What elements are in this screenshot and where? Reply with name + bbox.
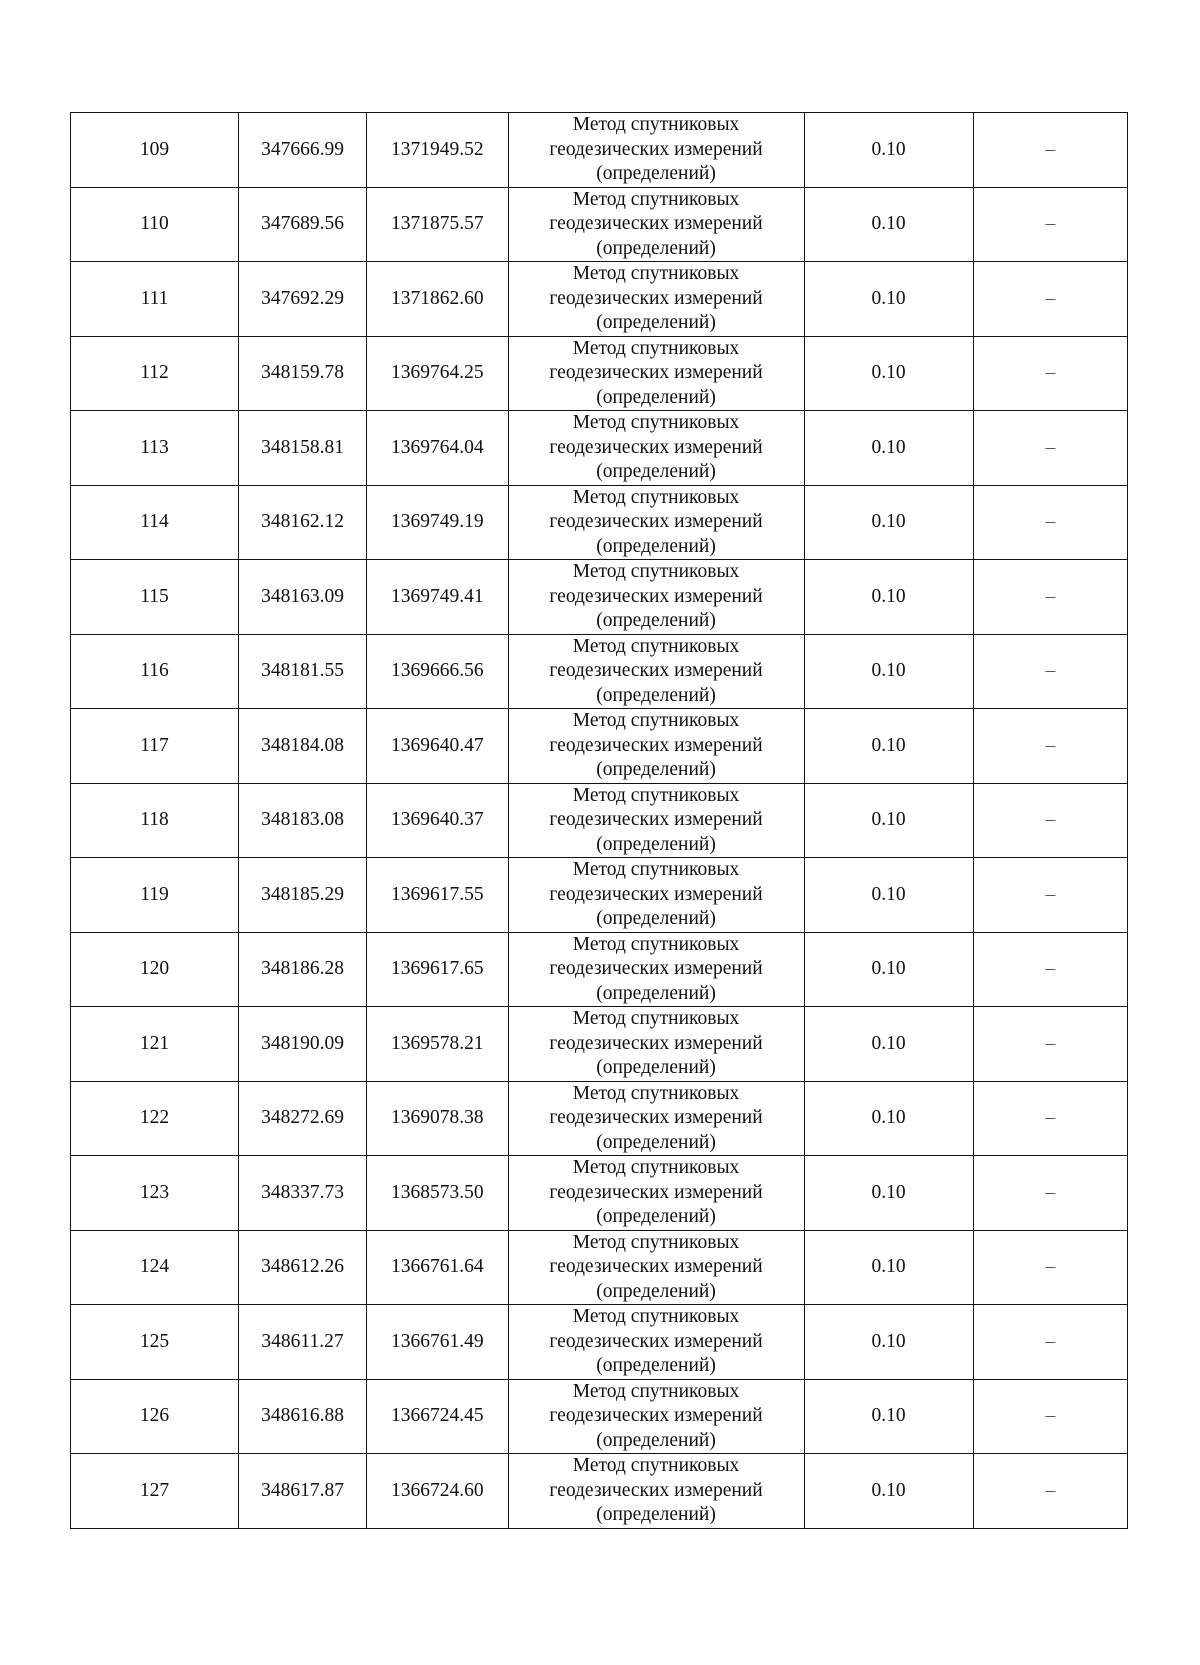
note-cell: –	[973, 1454, 1127, 1529]
y-coordinate-cell: 1371949.52	[366, 113, 508, 188]
point-number-cell: 113	[71, 411, 239, 486]
method-text-line: (определений)	[596, 237, 716, 259]
method-cell	[508, 709, 804, 784]
accuracy-cell: 0.10	[804, 1454, 973, 1529]
method-text-line: (определений)	[596, 163, 716, 184]
method-text-line: (определений)	[596, 461, 716, 482]
y-coordinate-cell: 1369764.25	[366, 336, 508, 411]
accuracy-cell: 0.10	[804, 113, 973, 188]
y-coordinate-cell: 1369640.37	[366, 783, 508, 858]
x-coordinate-cell: 348272.69	[239, 1081, 367, 1156]
point-number-cell: 119	[71, 858, 239, 933]
note-cell: –	[973, 485, 1127, 560]
method-cell	[508, 1305, 804, 1380]
table-row	[71, 336, 1128, 411]
method-text-line: геодезических измерений	[549, 1107, 763, 1128]
y-coordinate-cell: 1366724.60	[366, 1454, 508, 1529]
method-cell	[508, 1081, 804, 1156]
point-number-cell: 126	[71, 1379, 239, 1454]
x-coordinate-cell: 348159.78	[239, 336, 367, 411]
method-text-line: (определений)	[596, 1429, 716, 1451]
method-text-line: Метод спутниковых	[572, 710, 740, 731]
table-row	[71, 187, 1128, 262]
method-text-line: (определений)	[596, 1131, 716, 1153]
x-coordinate-cell: 348186.28	[239, 932, 367, 1007]
method-cell	[508, 932, 804, 1007]
method-text-line: Метод спутниковых	[572, 1157, 740, 1178]
method-text-line: Метод спутниковых	[572, 859, 740, 880]
note-cell: –	[973, 1156, 1127, 1231]
y-coordinate-cell: 1369666.56	[366, 634, 508, 709]
x-coordinate-cell: 347692.29	[239, 262, 367, 337]
method-text-line: геодезических измерений	[549, 138, 763, 160]
accuracy-cell: 0.10	[804, 709, 973, 784]
table-row	[71, 1379, 1128, 1454]
accuracy-cell: 0.10	[804, 634, 973, 709]
method-text-line: Метод спутниковых	[572, 337, 740, 359]
method-text-line: геодезических измерений	[549, 436, 763, 458]
method-text-line: (определений)	[596, 610, 716, 631]
x-coordinate-cell: 348158.81	[239, 411, 367, 486]
method-text-line: Метод спутниковых	[572, 1231, 740, 1253]
y-coordinate-cell: 1369578.21	[366, 1007, 508, 1082]
note-cell: –	[973, 1305, 1127, 1380]
x-coordinate-cell: 348162.12	[239, 485, 367, 560]
accuracy-cell: 0.10	[804, 783, 973, 858]
method-text-line: (определений)	[596, 386, 716, 408]
note-cell: –	[973, 336, 1127, 411]
method-cell	[508, 411, 804, 486]
method-text-line: Метод спутниковых	[572, 635, 740, 657]
x-coordinate-cell: 348163.09	[239, 560, 367, 635]
accuracy-cell: 0.10	[804, 932, 973, 1007]
method-text-line: (определений)	[596, 982, 716, 1004]
table-row	[71, 560, 1128, 635]
method-cell	[508, 1379, 804, 1454]
table-row	[71, 1230, 1128, 1305]
point-number-cell: 117	[71, 709, 239, 784]
method-text-line: (определений)	[596, 833, 716, 855]
method-text-line: Метод спутниковых	[572, 1380, 740, 1402]
method-text-line: геодезических измерений	[549, 213, 763, 234]
x-coordinate-cell: 348185.29	[239, 858, 367, 933]
method-text-line: геодезических измерений	[549, 1181, 763, 1203]
note-cell: –	[973, 1379, 1127, 1454]
table-row	[71, 411, 1128, 486]
method-text-line: (определений)	[596, 908, 716, 929]
method-cell	[508, 634, 804, 709]
method-text-line: Метод спутниковых	[572, 1306, 740, 1327]
table-row	[71, 932, 1128, 1007]
method-cell	[508, 113, 804, 188]
point-number-cell: 118	[71, 783, 239, 858]
method-text-line: (определений)	[596, 312, 716, 333]
method-text-line: (определений)	[596, 1280, 716, 1302]
note-cell: –	[973, 411, 1127, 486]
method-text-line: Метод спутниковых	[572, 1455, 740, 1476]
method-cell	[508, 560, 804, 635]
x-coordinate-cell: 348190.09	[239, 1007, 367, 1082]
method-text-line: (определений)	[596, 1206, 716, 1227]
x-coordinate-cell: 348612.26	[239, 1230, 367, 1305]
method-text-line: Метод спутниковых	[572, 188, 740, 210]
method-text-line: геодезических измерений	[549, 287, 763, 309]
method-text-line: Метод спутниковых	[572, 561, 740, 582]
accuracy-cell: 0.10	[804, 187, 973, 262]
method-cell	[508, 187, 804, 262]
table-row	[71, 858, 1128, 933]
y-coordinate-cell: 1369749.19	[366, 485, 508, 560]
point-number-cell: 123	[71, 1156, 239, 1231]
coordinates-table	[70, 112, 1128, 1529]
table-row	[71, 783, 1128, 858]
point-number-cell: 115	[71, 560, 239, 635]
method-text-line: геодезических измерений	[549, 1032, 763, 1054]
y-coordinate-cell: 1371875.57	[366, 187, 508, 262]
method-cell	[508, 1230, 804, 1305]
accuracy-cell: 0.10	[804, 411, 973, 486]
method-text-line: (определений)	[596, 684, 716, 706]
method-text-line: Метод спутниковых	[572, 1008, 740, 1029]
point-number-cell: 116	[71, 634, 239, 709]
x-coordinate-cell: 348184.08	[239, 709, 367, 784]
y-coordinate-cell: 1369640.47	[366, 709, 508, 784]
method-text-line: геодезических измерений	[549, 809, 763, 830]
y-coordinate-cell: 1369617.55	[366, 858, 508, 933]
method-text-line: геодезических измерений	[549, 1479, 763, 1501]
method-text-line: Метод спутниковых	[572, 1082, 740, 1104]
point-number-cell: 125	[71, 1305, 239, 1380]
method-text-line: (определений)	[596, 1504, 716, 1525]
note-cell: –	[973, 1081, 1127, 1156]
note-cell: –	[973, 858, 1127, 933]
accuracy-cell: 0.10	[804, 560, 973, 635]
method-text-line: геодезических измерений	[549, 585, 763, 607]
method-text-line: геодезических измерений	[549, 883, 763, 905]
method-text-line: (определений)	[596, 1355, 716, 1376]
accuracy-cell: 0.10	[804, 1230, 973, 1305]
table-row	[71, 113, 1128, 188]
y-coordinate-cell: 1369764.04	[366, 411, 508, 486]
note-cell: –	[973, 113, 1127, 188]
method-text-line: Метод спутниковых	[572, 412, 740, 433]
accuracy-cell: 0.10	[804, 485, 973, 560]
note-cell: –	[973, 1230, 1127, 1305]
note-cell: –	[973, 1007, 1127, 1082]
point-number-cell: 127	[71, 1454, 239, 1529]
x-coordinate-cell: 348611.27	[239, 1305, 367, 1380]
method-text-line: геодезических измерений	[549, 1256, 763, 1277]
method-cell	[508, 858, 804, 933]
x-coordinate-cell: 348181.55	[239, 634, 367, 709]
method-cell	[508, 262, 804, 337]
accuracy-cell: 0.10	[804, 336, 973, 411]
y-coordinate-cell: 1369617.65	[366, 932, 508, 1007]
coordinates-table-body	[71, 113, 1128, 1529]
method-text-line: геодезических измерений	[549, 511, 763, 532]
x-coordinate-cell: 348616.88	[239, 1379, 367, 1454]
point-number-cell: 109	[71, 113, 239, 188]
point-number-cell: 121	[71, 1007, 239, 1082]
note-cell: –	[973, 783, 1127, 858]
method-cell	[508, 485, 804, 560]
y-coordinate-cell: 1366761.64	[366, 1230, 508, 1305]
point-number-cell: 120	[71, 932, 239, 1007]
method-text-line: (определений)	[596, 759, 716, 780]
table-row	[71, 709, 1128, 784]
y-coordinate-cell: 1371862.60	[366, 262, 508, 337]
x-coordinate-cell: 348617.87	[239, 1454, 367, 1529]
point-number-cell: 112	[71, 336, 239, 411]
y-coordinate-cell: 1369078.38	[366, 1081, 508, 1156]
method-text-line: геодезических измерений	[549, 660, 763, 681]
method-text-line: (определений)	[596, 1057, 716, 1078]
method-text-line: геодезических измерений	[549, 734, 763, 756]
accuracy-cell: 0.10	[804, 1305, 973, 1380]
table-row	[71, 262, 1128, 337]
table-row	[71, 1305, 1128, 1380]
note-cell: –	[973, 709, 1127, 784]
method-cell	[508, 336, 804, 411]
method-cell	[508, 783, 804, 858]
note-cell: –	[973, 932, 1127, 1007]
method-text-line: геодезических измерений	[549, 958, 763, 979]
y-coordinate-cell: 1366724.45	[366, 1379, 508, 1454]
accuracy-cell: 0.10	[804, 1081, 973, 1156]
method-text-line: Метод спутниковых	[572, 933, 740, 955]
point-number-cell: 122	[71, 1081, 239, 1156]
method-text-line: Метод спутниковых	[572, 784, 740, 806]
y-coordinate-cell: 1369749.41	[366, 560, 508, 635]
note-cell: –	[973, 634, 1127, 709]
method-text-line: Метод спутниковых	[572, 486, 740, 508]
x-coordinate-cell: 348183.08	[239, 783, 367, 858]
point-number-cell: 110	[71, 187, 239, 262]
table-row	[71, 1081, 1128, 1156]
table-row	[71, 1007, 1128, 1082]
note-cell: –	[973, 560, 1127, 635]
accuracy-cell: 0.10	[804, 1379, 973, 1454]
table-row	[71, 485, 1128, 560]
note-cell: –	[973, 187, 1127, 262]
y-coordinate-cell: 1368573.50	[366, 1156, 508, 1231]
method-text-line: Метод спутниковых	[572, 263, 740, 284]
accuracy-cell: 0.10	[804, 1007, 973, 1082]
point-number-cell: 111	[71, 262, 239, 337]
point-number-cell: 124	[71, 1230, 239, 1305]
method-cell	[508, 1007, 804, 1082]
method-cell	[508, 1454, 804, 1529]
accuracy-cell: 0.10	[804, 262, 973, 337]
method-text-line: (определений)	[596, 535, 716, 557]
accuracy-cell: 0.10	[804, 1156, 973, 1231]
x-coordinate-cell: 348337.73	[239, 1156, 367, 1231]
table-row	[71, 1454, 1128, 1529]
method-cell	[508, 1156, 804, 1231]
y-coordinate-cell: 1366761.49	[366, 1305, 508, 1380]
accuracy-cell: 0.10	[804, 858, 973, 933]
method-text-line: геодезических измерений	[549, 1330, 763, 1352]
note-cell: –	[973, 262, 1127, 337]
point-number-cell: 114	[71, 485, 239, 560]
method-text-line: Метод спутниковых	[572, 114, 740, 135]
method-text-line: геодезических измерений	[549, 362, 763, 383]
x-coordinate-cell: 347689.56	[239, 187, 367, 262]
x-coordinate-cell: 347666.99	[239, 113, 367, 188]
table-row	[71, 634, 1128, 709]
table-row	[71, 1156, 1128, 1231]
method-text-line: геодезических измерений	[549, 1405, 763, 1426]
